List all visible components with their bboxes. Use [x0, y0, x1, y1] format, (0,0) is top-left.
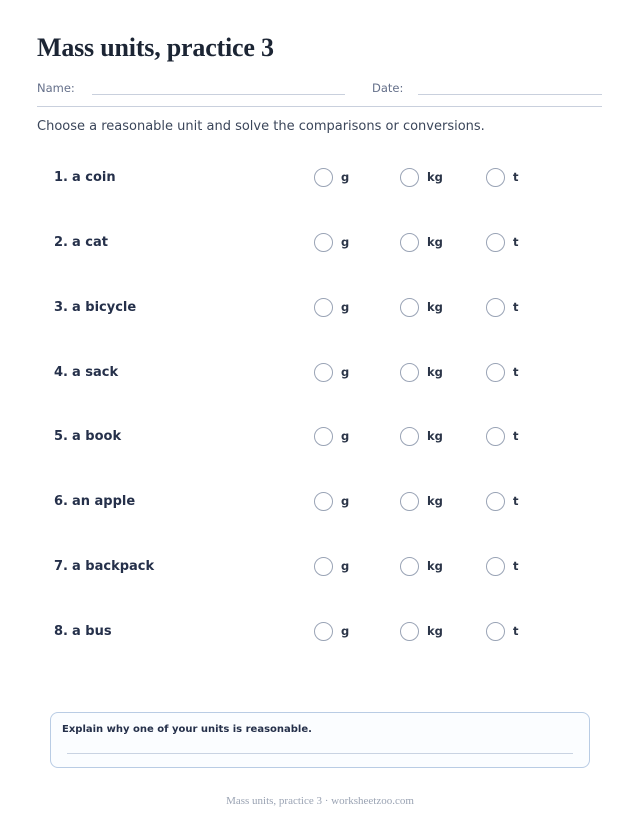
q4-option-kg[interactable] — [400, 360, 443, 384]
question-text: a coin — [71, 169, 116, 185]
question-number: 4. — [54, 364, 68, 380]
option-label: kg — [427, 429, 443, 443]
radio-circle[interactable] — [314, 622, 333, 641]
question-number: 5. — [54, 428, 68, 444]
question-7 — [54, 554, 154, 578]
q5-option-t[interactable] — [486, 424, 519, 448]
name-field[interactable] — [92, 94, 345, 95]
q1-option-g[interactable] — [314, 165, 349, 189]
question-number: 2. — [54, 234, 68, 250]
question-3 — [54, 295, 136, 319]
q3-option-g[interactable] — [314, 295, 349, 319]
radio-circle[interactable] — [486, 363, 505, 382]
radio-circle[interactable] — [400, 492, 419, 511]
question-8 — [54, 619, 112, 643]
option-label: kg — [427, 235, 443, 249]
option-label: kg — [427, 300, 443, 314]
option-label: kg — [427, 365, 443, 379]
option-label: t — [513, 365, 519, 379]
radio-circle[interactable] — [314, 427, 333, 446]
option-label: t — [513, 494, 519, 508]
q7-option-g[interactable] — [314, 554, 349, 578]
radio-circle[interactable] — [400, 168, 419, 187]
date-label: Date: — [372, 81, 404, 95]
q2-option-t[interactable] — [486, 230, 519, 254]
question-2 — [54, 230, 108, 254]
option-label: t — [513, 235, 519, 249]
question-6 — [54, 489, 135, 513]
option-label: t — [513, 300, 519, 314]
explain-answer-line[interactable] — [67, 753, 573, 754]
radio-circle[interactable] — [400, 298, 419, 317]
radio-circle[interactable] — [314, 557, 333, 576]
question-text: a backpack — [71, 558, 155, 574]
question-1 — [54, 165, 116, 189]
radio-circle[interactable] — [400, 622, 419, 641]
option-label: kg — [427, 494, 443, 508]
question-text: an apple — [71, 493, 136, 509]
radio-circle[interactable] — [400, 233, 419, 252]
radio-circle[interactable] — [314, 168, 333, 187]
option-label: kg — [427, 170, 443, 184]
radio-circle[interactable] — [400, 363, 419, 382]
option-label: t — [513, 429, 519, 443]
question-number: 1. — [54, 169, 68, 185]
option-label: kg — [427, 624, 443, 638]
option-label: kg — [427, 559, 443, 573]
q7-option-kg[interactable] — [400, 554, 443, 578]
q4-option-t[interactable] — [486, 360, 519, 384]
radio-circle[interactable] — [400, 427, 419, 446]
radio-circle[interactable] — [314, 363, 333, 382]
q2-option-kg[interactable] — [400, 230, 443, 254]
q8-option-t[interactable] — [486, 619, 519, 643]
explain-prompt: Explain why one of your units is reasonable. — [62, 724, 312, 735]
q3-option-t[interactable] — [486, 295, 519, 319]
radio-circle[interactable] — [486, 492, 505, 511]
q6-option-t[interactable] — [486, 489, 519, 513]
option-label: t — [513, 559, 519, 573]
question-number: 3. — [54, 299, 68, 315]
q5-option-kg[interactable] — [400, 424, 443, 448]
date-field[interactable] — [418, 94, 602, 95]
radio-circle[interactable] — [486, 427, 505, 446]
option-label: t — [513, 624, 519, 638]
option-label: g — [341, 494, 350, 508]
radio-circle[interactable] — [486, 233, 505, 252]
question-number: 8. — [54, 623, 68, 639]
radio-circle[interactable] — [486, 298, 505, 317]
q6-option-g[interactable] — [314, 489, 349, 513]
option-label: g — [341, 235, 350, 249]
option-label: g — [341, 429, 350, 443]
question-text: a bus — [71, 623, 112, 639]
q5-option-g[interactable] — [314, 424, 349, 448]
q3-option-kg[interactable] — [400, 295, 443, 319]
question-text: a bicycle — [71, 299, 137, 315]
name-label: Name: — [37, 81, 75, 95]
q8-option-kg[interactable] — [400, 619, 443, 643]
header-divider — [37, 106, 602, 107]
q2-option-g[interactable] — [314, 230, 349, 254]
worksheet-title: Mass units, practice 3 — [37, 33, 274, 62]
question-number: 7. — [54, 558, 68, 574]
question-text: a sack — [71, 364, 119, 380]
option-label: t — [513, 170, 519, 184]
question-number: 6. — [54, 493, 68, 509]
q8-option-g[interactable] — [314, 619, 349, 643]
option-label: g — [341, 624, 350, 638]
radio-circle[interactable] — [400, 557, 419, 576]
instructions: Choose a reasonable unit and solve the comparisons or conversions. — [37, 119, 485, 134]
radio-circle[interactable] — [314, 298, 333, 317]
q6-option-kg[interactable] — [400, 489, 443, 513]
explain-box — [50, 712, 590, 768]
option-label: g — [341, 170, 350, 184]
radio-circle[interactable] — [314, 492, 333, 511]
option-label: g — [341, 559, 350, 573]
q4-option-g[interactable] — [314, 360, 349, 384]
question-4 — [54, 360, 118, 384]
question-5 — [54, 424, 121, 448]
question-text: a cat — [71, 234, 108, 250]
q1-option-t[interactable] — [486, 165, 519, 189]
radio-circle[interactable] — [486, 557, 505, 576]
option-label: g — [341, 300, 350, 314]
option-label: g — [341, 365, 350, 379]
radio-circle[interactable] — [314, 233, 333, 252]
question-text: a book — [71, 428, 122, 444]
radio-circle[interactable] — [486, 622, 505, 641]
radio-circle[interactable] — [486, 168, 505, 187]
q1-option-kg[interactable] — [400, 165, 443, 189]
q7-option-t[interactable] — [486, 554, 519, 578]
footer: Mass units, practice 3 · worksheetzoo.com — [226, 795, 414, 807]
